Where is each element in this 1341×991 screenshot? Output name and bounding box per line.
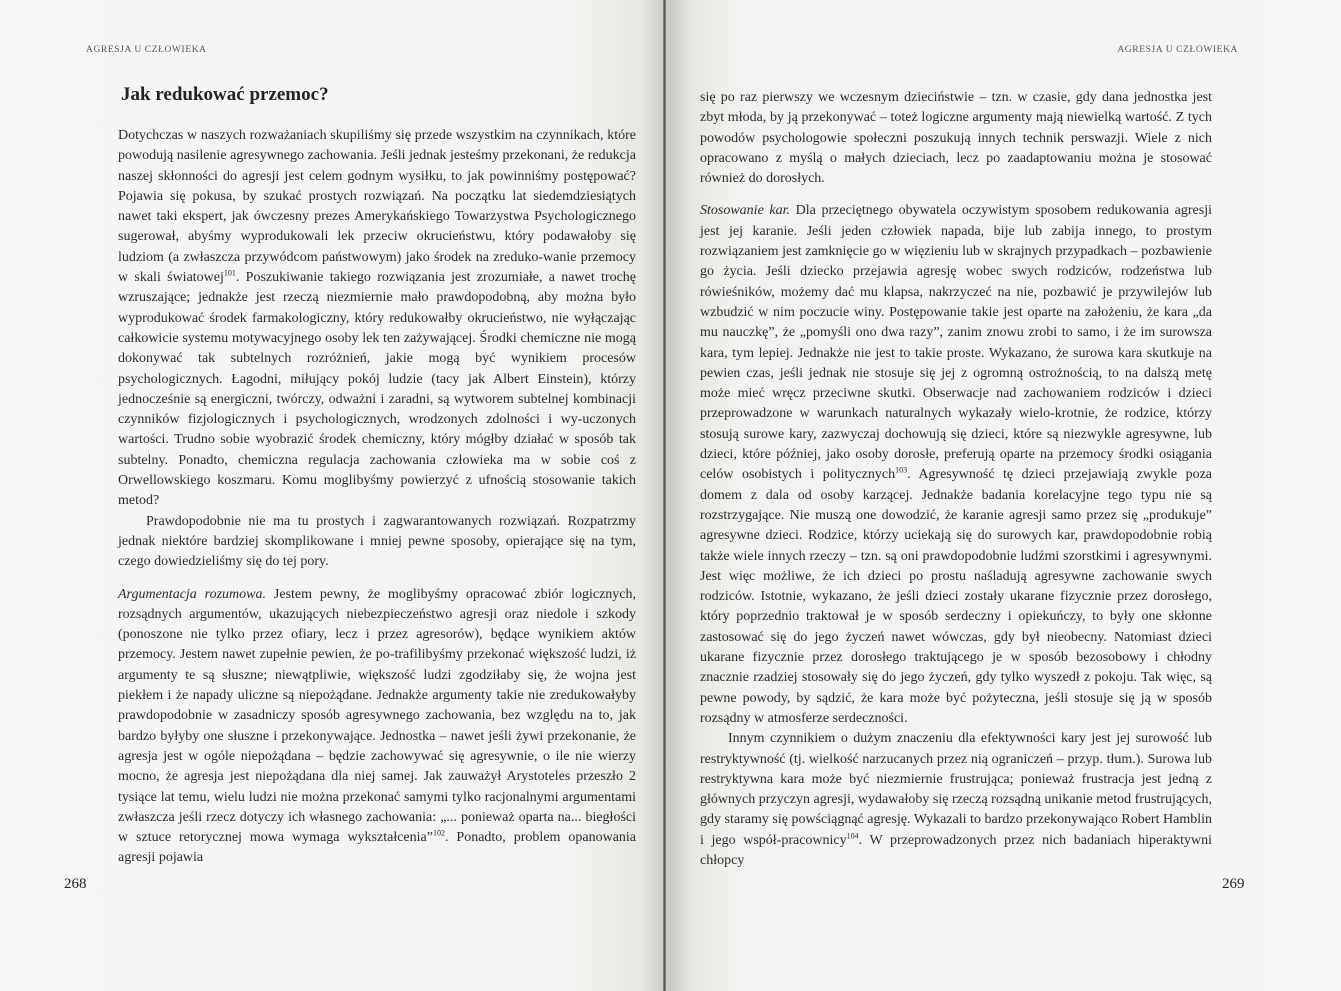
paragraph: Dotychczas w naszych rozważaniach skupiliśmy się przede wszystkim na czynnikach, które powodują nasilenie agresywnego zachowania. Jeśli jednak jesteśmy przekonani, że redukcja naszej skłonności do agresji jest celem godnym wysiłku, to jak powinniśmy postępować? Pojawia się pokusa, by szukać prostych rozwiązań. Na początku lat siedemdziesiątych nawet taki ekspert, jak ówczesny prezes Amerykańskiego Towarzystwa Psychologicznego sugerował, abyśmy wyprodukowali lek przeciw okrucieństwu, który podawałoby się ludziom (a zwłaszcza przywódcom państwowym) jako środek na zreduko-wanie przemocy w skali światowej$^{101}$. Poszukiwanie takiego rozwiązania jest zrozumiałe, a nawet trochę wzruszające; jednakże jest rzeczą niezmiernie mało prawdopodobną, aby można było wyprodukować środek farmakologiczny, który redukowałby okrucieństwo, nie wyłączając całkowicie systemu motywacyjnego osoby lek ten zażywającej. Środki chemiczne nie mogą dokonywać tak subtelnych rozróżnień, jakie mogą być wynikiem procesów psychologicznych. Łagodni, miłujący pokój ludzie (tacy jak Albert Einstein), którzy jednocześnie są energiczni, twórczy, odważni i zaradni, są wytworem subtelnej kombinacji czynników fizjologicznych i psychologicznych, wrodzonych zdolności i wy-uczonych wartości. Trudno sobie wyobrazić środek chemiczny, który mógłby działać w sposób tak subtelny. Ponadto, chemiczna regulacja zachowania człowieka ma w sobie coś z Orwellowskiego koszmaru. Komu moglibyśmy powierzyć z ufnością stosowanie takich metod? xyxy=(118,128,636,509)
right-page xyxy=(668,0,1341,991)
subsection-title: Stosowanie kar. xyxy=(700,203,791,219)
running-head: AGRESJA U CZŁOWIEKA xyxy=(1117,45,1238,55)
paragraph: Argumentacja rozumowa. Jestem pewny, że moglibyśmy opracować zbiór logicznych, rozsądnych argumentów, ukazujących niebezpieczeństwo agresji oraz niedole i szkody (ponoszone nie tylko przez ofiary, lecz i przez agresorów), będące wynikiem aktów przemocy. Jestem nawet zupełnie pewien, że po-trafilibyśmy przekonać większość ludzi, iż argumenty te są słuszne; niewątpliwie, większość ludzi zgodziłaby się, że wojna jest piekłem i że napady uliczne są niepożądane. Jednakże argumenty takie nie zredukowałyby prawdopodobnie w zasadniczy sposób agresywnego zachowania, bez względu na to, jak bardzo byłyby one słuszne i przekonywające. Jednostka – nawet jeśli żywi przekonanie, że agresja jest w ogóle niepożądana – będzie zachowywać się agresywnie, o ile nie wierzy mocno, że agresja jest niepożądana dla niej samej. Jak zauważył Arystoteles przeszło 2 tysiące lat temu, wielu ludzi nie można przekonać samymi tylko racjonalnymi argumentami zwłaszcza jeśli rzecz dotyczy ich własnego zachowania: „... ponieważ oparta na... biegłości w sztuce retorycznej mowa wymaga wykształcenia”$^{102}$. Ponadto, problem opanowania agresji pojawia xyxy=(118,586,637,866)
footnote-ref: 103 xyxy=(895,465,908,475)
page-number: 268 xyxy=(64,876,87,892)
footnote-ref: 104 xyxy=(846,831,859,841)
book-spine xyxy=(663,0,666,991)
running-head: AGRESJA U CZŁOWIEKA xyxy=(86,45,207,55)
footnote-ref: 101 xyxy=(223,268,236,278)
footnote-ref: 102 xyxy=(432,828,445,838)
text-column xyxy=(700,88,1212,871)
paragraph: Prawdopodobnie nie ma tu prostych i zagwarantowanych rozwiązań. Rozpatrzmy jednak niektóre bardziej skomplikowane i mniej pewne sposoby, opierające się na tym, czego dowiedzieliśmy się do tej pory. xyxy=(118,513,636,570)
paragraph: Stosowanie kar. Dla przeciętnego obywatela oczywistym sposobem redukowania agresji jest jej karanie. Jeśli jeden człowiek napada, bije lub zabija innego, to prostym rozwiązaniem jest zamknięcie go w więzieniu lub w skrajnych przypadkach – pozbawienie go życia. Jeśli dziecko przejawia agresję wobec swych rodziców, rodzeństwa lub rówieśników, możemy dać mu klapsa, nakrzyczeć na nie, pozbawić je przywilejów lub wzbudzić w nim poczucie winy. Postępowanie takie jest oparte na założeniu, że kara „da mu nauczkę”, że „pomyśli ono dwa razy”, zanim znowu zrobi to samo, i że im surowsza kara, tym lepiej. Jednakże nie jest to takie proste. Wykazano, że surowa kara skutkuje na pewien czas, jeśli jednak nie stosuje się jej z ogromną ostrożnością, to na dalszą metę może mieć wręcz przeciwne skutki. Obserwacje nad zachowaniem rodziców i dzieci przeprowadzone w warunkach naturalnych wykazały wielo-krotnie, że rodzice, którzy stosują surowe kary, zazwyczaj dochowują się dzieci, które są niezwykle agresywne, lub dzieci, które później, jako osoby dorosłe, preferują oparte na przemocy środki osiągania celów osobistych i politycznych$^{103}$. Agresywność tę dzieci przejawiają zwykle poza domem z dala od osoby karzącej. Jednakże badania korelacyjne tego typu nie są rozstrzygające. Nie muszą one dowodzić, że karanie agresji samo przez się „produkuje” agresywne dzieci. Rodzice, którzy uciekają się do surowych kar, prawdopodobnie robią także wiele innych rzeczy – tzn. są oni prawdopodobnie ludźmi szorstkimi i agresywnymi. Jest więc możliwe, że ich dzieci po prostu naśladują agresywne zachowanie swych rodziców. Istotnie, wykazano, że jeśli dzieci zostały ukarane fizycznie przez dorosłego, który poprzednio traktował je w sposób serdeczny i opiekuńczy, to były one skłonne zastosować się do jego życzeń nawet wówczas, gdy był nieobecny. Natomiast dzieci ukarane fizycznie przez dorosłego traktującego je w sposób bezosobowy i chłodny znacznie rzadziej stosowały się do jego życzeń, gdy tylko wyszedł z pokoju. Tak więc, są pewne powody, by sądzić, że kara może być pożyteczna, jeśli stosuje się ją w sposób rozsądny w atmosferze serdeczności. xyxy=(700,203,1212,726)
paragraph: się po raz pierwszy we wczesnym dzieciństwie – tzn. w czasie, gdy dana jednostka jest zbyt młoda, by ją przekonywać – toteż logiczne argumenty mają niewielką wartość. Z tych powodów psychologowie społeczni poszukują innych technik perswazji. Wiele z nich opracowano z myślą o małych dzieciach, lecz po zaadaptowaniu można je stosować również do dorosłych. xyxy=(700,90,1212,187)
left-page xyxy=(0,0,668,991)
section-heading: Jak redukować przemoc? xyxy=(121,84,329,105)
text-column xyxy=(118,126,636,869)
paragraph: Innym czynnikiem o dużym znaczeniu dla efektywności kary jest jej surowość lub restryktywność (tj. wielkość narzucanych przez nią ograniczeń – przyp. tłum.). Surowa lub restryktywna kara może być niezmiernie frustrująca; ponieważ frustracja jest jedną z głównych przyczyn agresji, wydawałoby się rzeczą rozsądną unikanie metod frustrujących, gdy staramy się powściągnąć agresję. Wykazali to bardzo przekonywająco Robert Hamblin i jego współ-pracownicy$^{104}$. W przeprowadzonych przez nich badaniach hiperaktywni chłopcy xyxy=(700,731,1212,868)
subsection-title: Argumentacja rozumowa. xyxy=(118,586,267,602)
page-number: 269 xyxy=(1222,876,1245,892)
